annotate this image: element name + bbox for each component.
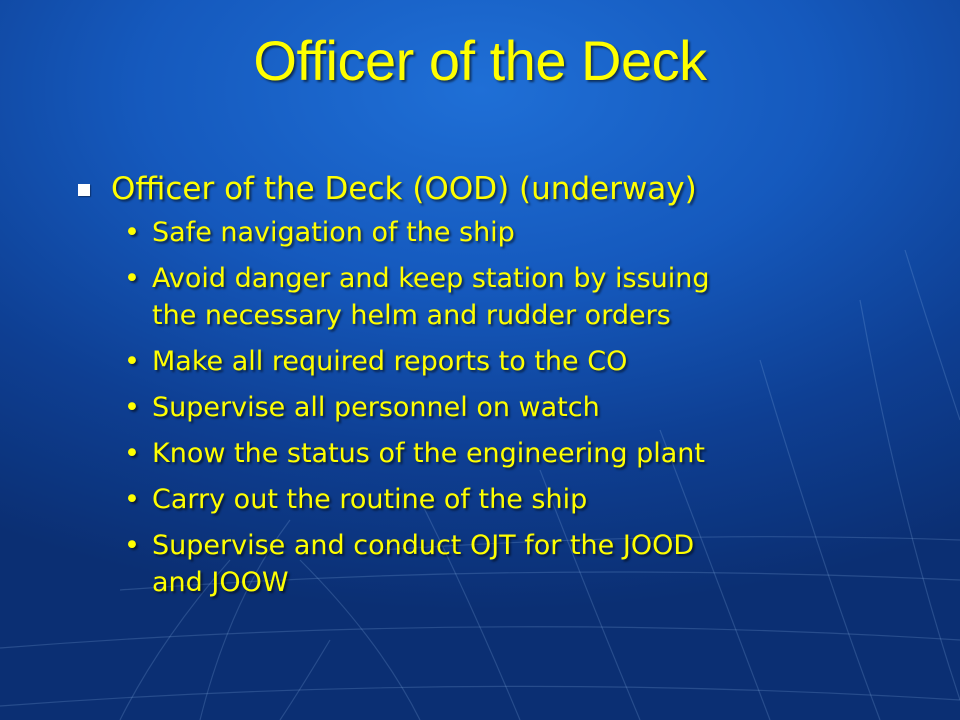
round-bullet-icon: • xyxy=(124,438,140,469)
sub-bullet-item xyxy=(74,527,874,601)
round-bullet-icon: • xyxy=(124,346,140,377)
sub-bullet-item xyxy=(74,435,874,472)
sub-bullet-text: Know the status of the engineering plant xyxy=(152,438,705,469)
sub-bullet-item xyxy=(74,481,874,518)
sub-bullet-text: Avoid danger and keep station by issuing xyxy=(152,263,710,294)
round-bullet-icon: • xyxy=(124,392,140,423)
sub-bullet-item xyxy=(74,214,874,251)
square-bullet-icon xyxy=(78,184,90,196)
sub-bullet-text: Supervise and conduct OJT for the JOOD xyxy=(152,530,695,561)
sub-bullet-text: Make all required reports to the CO xyxy=(152,346,628,377)
sub-bullet-text: Safe navigation of the ship xyxy=(152,217,515,248)
slide-title: Officer of the Deck xyxy=(253,29,707,92)
sub-bullet-list xyxy=(74,214,874,601)
round-bullet-icon: • xyxy=(124,263,140,294)
sub-bullet-text: and JOOW xyxy=(152,567,289,598)
bullet-content xyxy=(74,166,874,610)
sub-bullet-text: Carry out the routine of the ship xyxy=(152,484,588,515)
sub-bullet-text: the necessary helm and rudder orders xyxy=(152,300,671,331)
sub-bullet-item xyxy=(74,260,874,334)
sub-bullet-item xyxy=(74,343,874,380)
sub-bullet-item xyxy=(74,389,874,426)
sub-bullet-text: Supervise all personnel on watch xyxy=(152,392,600,423)
main-bullet-text: Officer of the Deck (OOD) (underway) xyxy=(111,171,697,207)
round-bullet-icon: • xyxy=(124,484,140,515)
round-bullet-icon: • xyxy=(124,217,140,248)
round-bullet-icon: • xyxy=(124,530,140,561)
main-bullet-item xyxy=(74,166,874,212)
